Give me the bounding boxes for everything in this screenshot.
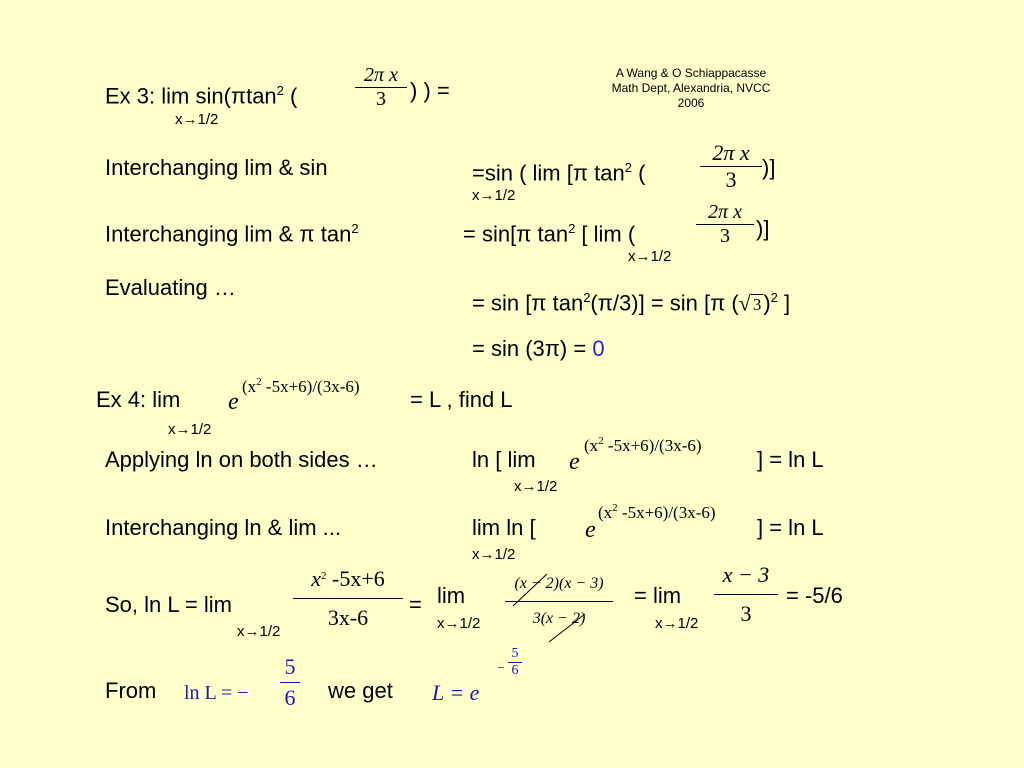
- credit-year: 2006: [677, 96, 705, 110]
- ex4-step1-label: Applying ln on both sides …: [105, 447, 378, 472]
- step1-rhs-a: =sin ( lim [π tan: [472, 160, 625, 186]
- fraction-denominator: 3: [720, 225, 730, 247]
- ex4-step3-eq-lim: = lim: [634, 583, 682, 608]
- fraction-bar: [714, 594, 778, 595]
- fraction-numerator: [293, 566, 403, 592]
- step2-fraction: [696, 201, 754, 248]
- fraction-denominator: 3: [740, 601, 752, 626]
- ex4-step3-fraction-3: [714, 562, 778, 627]
- fraction-bar: [280, 682, 300, 683]
- cancel-strike-marks: [505, 570, 615, 645]
- ex4-step4-weget: we get: [328, 678, 393, 703]
- step4-result: 0: [592, 336, 605, 361]
- fraction-numerator: 2π x: [708, 201, 742, 223]
- fraction-bar: [293, 598, 403, 599]
- numerator-square: 2: [321, 570, 327, 582]
- fraction-denominator: 3x-6: [327, 605, 369, 630]
- ex4-step3-limit-sub-3: x→1/2: [655, 615, 699, 632]
- ex4-rhs: = L , find L: [410, 387, 513, 412]
- ex3-square: 2: [276, 83, 284, 98]
- ln-L-equation: ln L = −: [184, 682, 249, 704]
- ex3-close: ) ) =: [410, 78, 450, 103]
- L-exponent-minus: −: [497, 661, 505, 676]
- ex4-step3-label: So, ln L = lim: [105, 592, 232, 617]
- ex4-step2-e: e: [585, 517, 596, 543]
- fraction-denominator: 3(x − 2): [532, 610, 586, 627]
- exponent-b: -5x+6)/(3x-6): [261, 377, 360, 396]
- ex3-limit-sub: x→1/2: [175, 111, 219, 128]
- cancel-strike-numerator: [513, 574, 547, 606]
- ex4-step3-fraction-1: [293, 566, 403, 631]
- ex3-fraction: [355, 64, 407, 111]
- step1-rhs: [472, 155, 645, 186]
- fraction-denominator: 3: [376, 88, 386, 110]
- exponent-b: -5x+6)/(3x-6): [603, 436, 702, 455]
- numerator-rest: -5x+6: [326, 566, 385, 591]
- ex4-step4-from: From: [105, 678, 157, 703]
- credit-block: [596, 66, 786, 111]
- exponent-a: (x: [242, 377, 257, 396]
- sqrt-symbol: √: [738, 290, 751, 316]
- credit-authors: A Wang & O Schiappacasse: [615, 66, 767, 80]
- fraction-numerator: 5: [511, 646, 519, 661]
- ex4-step1-rhs-b: ] = ln L: [757, 447, 824, 472]
- step3-rhs: [472, 285, 790, 318]
- ex4-e: e: [228, 389, 239, 415]
- step3-rhs-a: = sin [π tan: [472, 290, 584, 316]
- ex4-step3-limit-sub-2: x→1/2: [437, 615, 481, 632]
- step1-limit-sub: x→1/2: [472, 187, 516, 204]
- step2-limit-sub: x→1/2: [628, 248, 672, 265]
- step2-close: )]: [756, 216, 770, 241]
- ex4-step3-result: = -5/6: [786, 583, 843, 608]
- ex4-step2-label: Interchanging ln & lim ...: [105, 515, 342, 540]
- exponent-a: (x: [584, 436, 599, 455]
- step1-label: Interchanging lim & sin: [105, 155, 328, 180]
- ex4-step2-limit-sub: x→1/2: [472, 546, 516, 563]
- step2-label-text: Interchanging lim & π tan: [105, 221, 352, 247]
- numerator-x: x: [311, 566, 322, 591]
- step2-rhs-b: [ lim (: [575, 221, 636, 247]
- ex4-step2-rhs-a: lim ln [: [472, 515, 536, 540]
- ex4-step1-exponent: [584, 432, 702, 455]
- ex4-step3-lim: lim: [437, 583, 466, 608]
- step1-fraction: [700, 140, 762, 193]
- step3-rhs-c: ): [763, 290, 771, 316]
- step2-rhs-a: = sin[π tan: [463, 221, 569, 247]
- exponent-square: 2: [612, 502, 618, 514]
- fraction-numerator: 5: [284, 654, 296, 679]
- fraction-numerator: (x − 2)(x − 3): [514, 575, 604, 592]
- ex4-limit-sub: x→1/2: [168, 421, 212, 438]
- fraction-denominator: 6: [511, 663, 519, 678]
- step4-rhs: [472, 336, 605, 362]
- step1-close: )]: [762, 155, 776, 180]
- step2-label: [105, 216, 359, 247]
- step2-square: 2: [568, 221, 576, 236]
- ex3-prefix: Ex 3: lim sin(πtan: [105, 83, 277, 109]
- fraction-numerator: 2π x: [712, 140, 750, 165]
- exponent-square: 2: [256, 376, 262, 388]
- exponent-a: (x: [598, 503, 613, 522]
- step3-rhs-d: ]: [777, 290, 791, 316]
- step3-rhs-b: (π/3)] = sin [π (: [590, 290, 739, 316]
- ex4-step3-limit-sub-1: x→1/2: [237, 623, 281, 640]
- step2-rhs: [463, 216, 635, 247]
- L-equals-e: L = e: [432, 680, 480, 705]
- step4-rhs-a: = sin (3π) =: [472, 336, 593, 361]
- ex3-title: [105, 78, 297, 109]
- L-exponent-fraction: [508, 646, 522, 679]
- step2-label-square: 2: [351, 221, 359, 236]
- ex4-step1-e: e: [569, 449, 580, 475]
- ex4-title: Ex 4: lim: [96, 387, 181, 412]
- ln-L-fraction: [280, 654, 300, 711]
- fraction-denominator: 3: [725, 167, 737, 192]
- step3-square: 2: [583, 290, 591, 305]
- ex4-step2-rhs-b: ] = ln L: [757, 515, 824, 540]
- ex4-step1-limit-sub: x→1/2: [514, 478, 558, 495]
- fraction-numerator: x − 3: [722, 562, 770, 587]
- step3-label: Evaluating …: [105, 275, 236, 300]
- fraction-denominator: 6: [284, 685, 296, 710]
- cancel-strike-denominator: [549, 614, 585, 642]
- ex4-step2-exponent: [598, 499, 716, 522]
- exponent-b: -5x+6)/(3x-6): [617, 503, 716, 522]
- credit-department: Math Dept, Alexandria, NVCC: [611, 81, 771, 95]
- ex4-step1-rhs-a: ln [ lim: [472, 447, 536, 472]
- ex3-open: (: [283, 83, 298, 109]
- sqrt-argument: 3: [752, 295, 762, 315]
- exponent-square: 2: [598, 435, 604, 447]
- step3-square-2: 2: [770, 290, 778, 305]
- fraction-numerator: 2π x: [364, 64, 398, 86]
- step1-rhs-b: (: [631, 160, 646, 186]
- step1-square: 2: [624, 160, 632, 175]
- ex4-step3-equals: =: [409, 592, 422, 617]
- ex4-exponent: [242, 373, 360, 396]
